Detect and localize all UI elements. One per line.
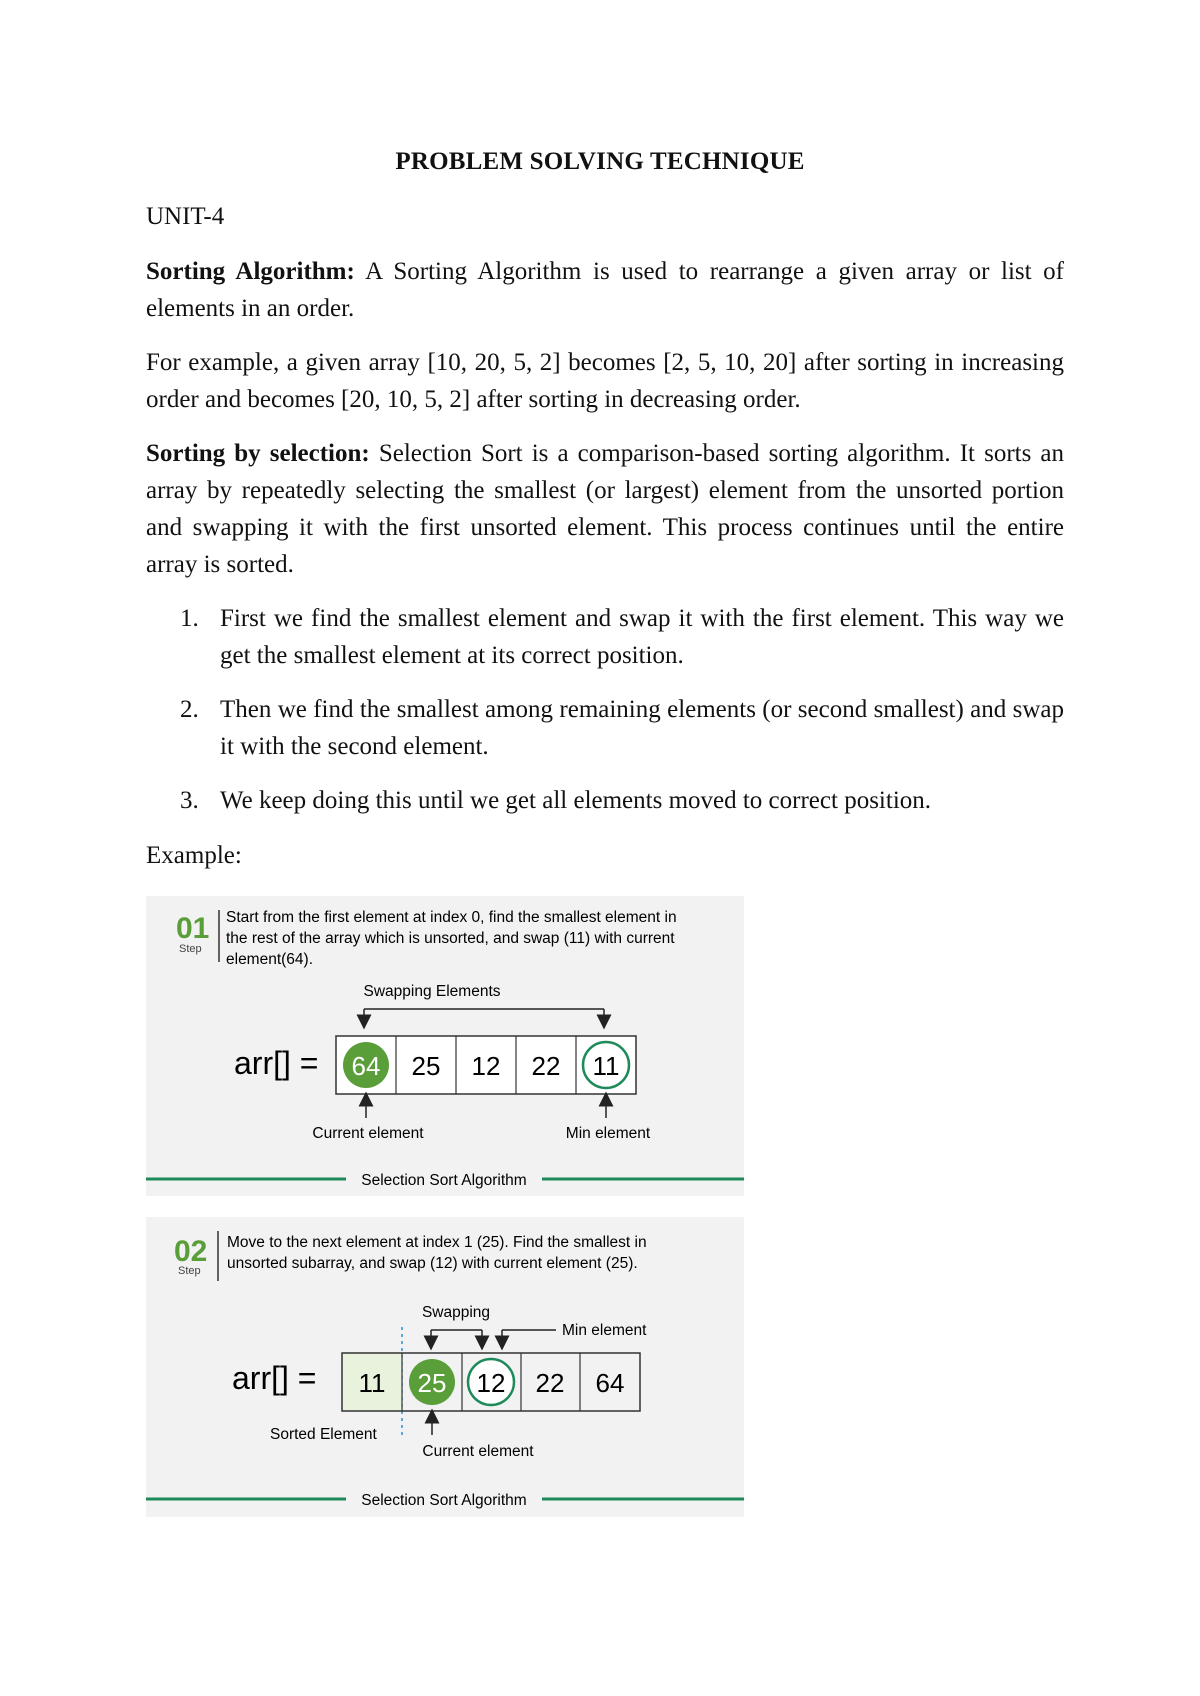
- array-value: 25: [417, 1368, 447, 1398]
- array-value: 22: [531, 1051, 561, 1081]
- arr-label: arr[] =: [234, 1045, 319, 1081]
- list-number: 3.: [180, 787, 199, 814]
- sorting-algorithm-term: Sorting Algorithm:: [146, 258, 355, 285]
- steps-list: [146, 600, 1064, 836]
- array-value: 12: [476, 1368, 506, 1398]
- step-desc-line: Move to the next element at index 1 (25). Find the smallest in: [227, 1234, 647, 1251]
- page-title: PROBLEM SOLVING TECHNIQUE: [395, 148, 805, 175]
- example-label: Example:: [146, 842, 242, 869]
- array-value: 12: [471, 1051, 501, 1081]
- list-item: [146, 691, 1064, 765]
- selection-sort-step2-figure: [146, 1217, 744, 1517]
- step1-diagram: [146, 896, 744, 1196]
- sorting-algorithm-paragraph: [146, 253, 1064, 327]
- sorted-element-label: Sorted Element: [270, 1426, 377, 1443]
- step-desc-line: Start from the first element at index 0, find the smallest element in: [226, 909, 677, 926]
- swapping-label: Swapping: [421, 1304, 491, 1321]
- example-paragraph: For example, a given array [10, 20, 5, 2] becomes [2, 5, 10, 20] after sorting in increasing order and becomes [20, 10, 5, 2] after sorting in decreasing order.: [146, 349, 1064, 413]
- selection-sort-step1-figure: [146, 896, 744, 1196]
- step-desc-line: the rest of the array which is unsorted, and swap (11) with current: [226, 930, 675, 947]
- array-value: 64: [595, 1368, 625, 1398]
- step-number: 01: [176, 912, 210, 945]
- array-value: 22: [535, 1368, 565, 1398]
- selection-sort-definition: Selection Sort is a comparison-based sorting algorithm. It sorts an array by repeatedly selecting the smallest (or largest) element from the unsorted portion and swapping it with the first unsorted element. This process continues until the entire array is sorted.: [146, 440, 1065, 578]
- step-word: Step: [178, 1265, 201, 1277]
- list-text: Then we find the smallest among remaining elements (or second smallest) and swap it with the second element.: [220, 696, 1064, 760]
- step-number: 02: [174, 1235, 208, 1268]
- list-text: First we find the smallest element and swap it with the first element. This way we get the smallest element at its correct position.: [220, 605, 1064, 669]
- array-value: 11: [358, 1368, 386, 1398]
- array-cells: [336, 1036, 636, 1094]
- unit-label: UNIT-4: [146, 203, 225, 230]
- step-word: Step: [179, 943, 202, 955]
- sorting-algorithm-definition: A Sorting Algorithm is used to rearrange a given array or list of elements in an order.: [146, 258, 1065, 322]
- min-element-label: Min element: [565, 1125, 651, 1142]
- footer-caption: Selection Sort Algorithm: [361, 1492, 527, 1509]
- min-element-label: Min element: [562, 1322, 647, 1339]
- step2-diagram: [146, 1217, 744, 1517]
- current-element-label: Current element: [422, 1443, 534, 1460]
- step-desc-line: unsorted subarray, and swap (12) with current element (25).: [227, 1255, 638, 1272]
- selection-sort-term: Sorting by selection:: [146, 440, 370, 467]
- selection-sort-paragraph: [146, 435, 1064, 583]
- list-item: [146, 782, 1064, 819]
- swapping-elements-label: Swapping Elements: [363, 983, 501, 1000]
- array-cells: [342, 1353, 640, 1411]
- arr-label: arr[] =: [232, 1360, 317, 1396]
- list-number: 1.: [180, 605, 199, 632]
- array-value: 64: [351, 1051, 381, 1081]
- step-desc-line: element(64).: [226, 951, 314, 968]
- array-value: 11: [592, 1051, 620, 1081]
- list-number: 2.: [180, 696, 199, 723]
- array-value: 25: [411, 1051, 441, 1081]
- list-item: [146, 600, 1064, 674]
- footer-caption: Selection Sort Algorithm: [361, 1172, 527, 1189]
- list-text: We keep doing this until we get all elements moved to correct position.: [220, 787, 932, 814]
- current-element-label: Current element: [312, 1125, 424, 1142]
